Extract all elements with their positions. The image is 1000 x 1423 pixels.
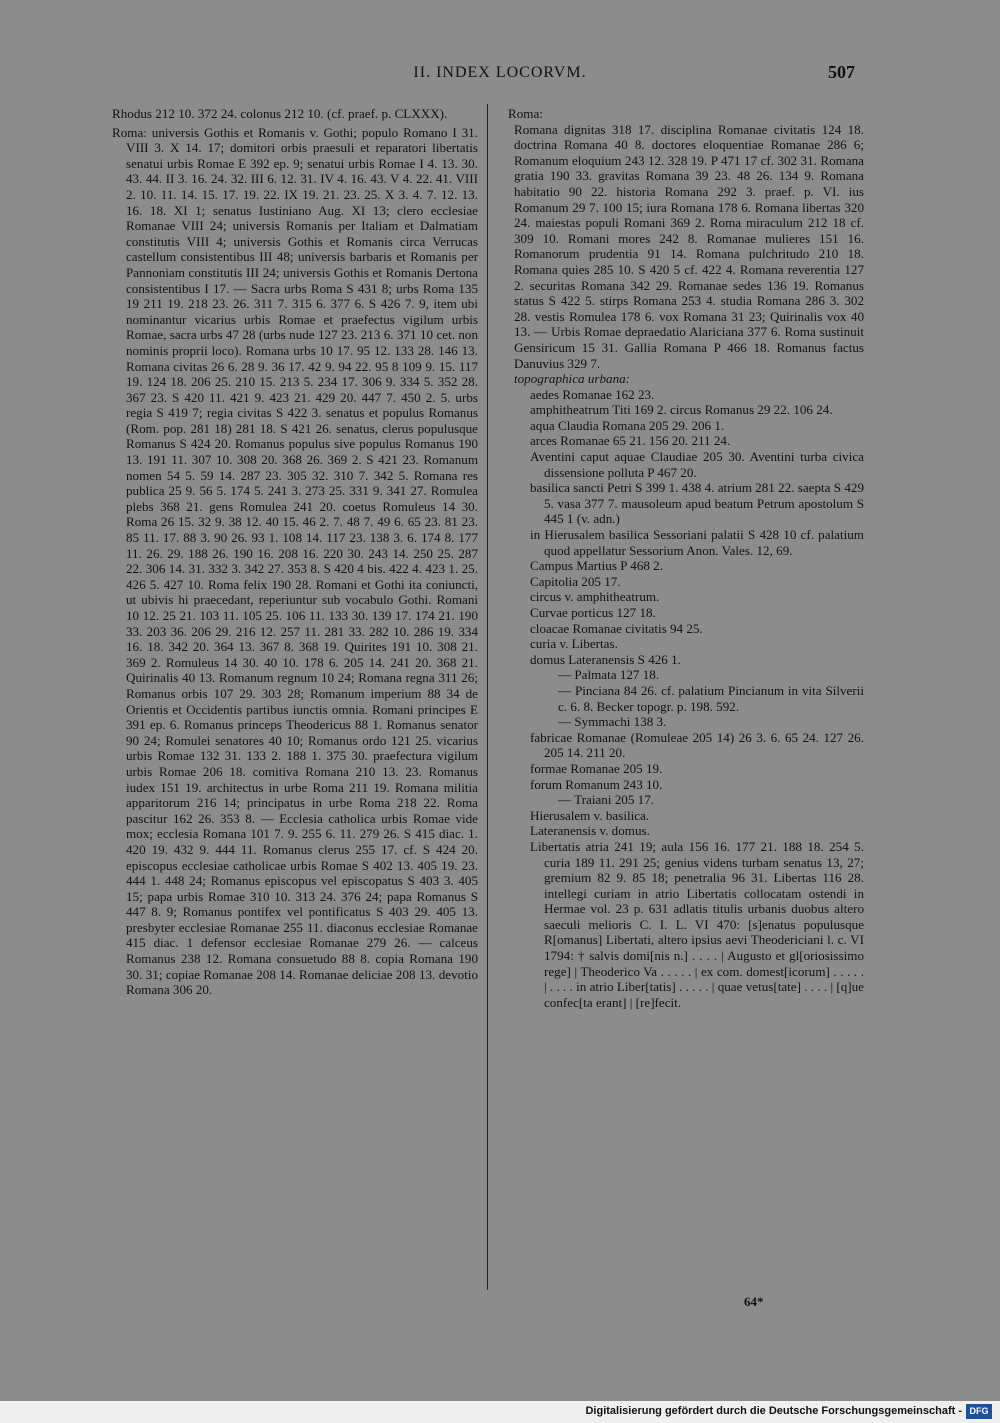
index-heading-roma: Roma: [508, 106, 543, 121]
right-column [508, 106, 864, 1010]
left-column [112, 106, 478, 998]
topo-entry: Lateranensis v. domus. [530, 823, 650, 839]
topo-entry: Aventini caput aquae Claudiae 205 30. Aventini turba civica dissensione polluta P 467 20. [530, 449, 864, 480]
running-header: II. INDEX LOCORVM. [413, 64, 587, 81]
topo-subentry: — Traiani 205 17. [558, 792, 655, 808]
index-entry-rhodus: Rhodus 212 10. 372 24. colonus 212 10. (cf. praef. p. CLXXX). [112, 106, 448, 121]
topo-entry: aedes Romanae 162 23. [530, 386, 655, 402]
topo-entry: arces Romanae 65 21. 156 20. 211 24. [530, 433, 731, 449]
topo-entry: formae Romanae 205 19. [530, 760, 663, 776]
digitization-footer [0, 1401, 1000, 1423]
dfg-logo-icon: DFG [966, 1404, 992, 1419]
topo-entry: amphitheatrum Titi 169 2. circus Romanus 29 22. 106 24. [530, 402, 833, 418]
index-entry-roma: Roma: universis Gothis et Romanis v. Gothi; populo Romano I 31. VIII 3. X 14. 17; domitori orbis praesuli et reparatori libertatis senatui urbis Romae E 392 ep. 9; senatui urbis Romae I 4. 13. 30. 43. 44. II 3. 16. 24. 32. III 6. 12. 31. IV 4. 16. 43. V 4. 22. 41. VIII 2. 10. 11. 14. 15. 17. 19. 22. IX 19. 21. 23. 25. X 3. 4. 7. 12. 13. 16. 18. XI 1; senatus Iustiniano Aug. XI 13; clero ecclesiae Romanae VIII 24; universis Romanis per Italiam et Dalmatiam constitutis VIII 4; universis Gothis et Romanis circa Verrucas castellum consistentibus III 48; universis barbaris et Romanis per Pannoniam constitutis III 24; universis Gothis et Romanis Dertona consistentibus I 17. — Sacra urbs Roma S 431 8; urbs Roma 135 19 211 19. 218 23. 26. 311 7. 315 6. 377 6. S 426 7. 9, item ubi nominantur vicarius urbis Romae et praefectus vigilum urbis Romae, sacra urbs 47 28 (urbs nude 127 23. 213 6. 371 10 cet. non nominis proprii loco). Romana urbs 10 17. 95 12. 133 28. 146 13. Romana civitas 26 6. 28 9. 36 17. 42 9. 94 22. 95 8 109 9. 15. 117 19. 124 18. 206 25. 210 15. 213 5. 234 17. 306 9. 334 5. 352 28. 367 23. S 420 11. 421 9. 423 21. 429 20. 447 7. 450 2. 5. urbs regia S 419 7; regia civitas S 422 3. senatus et populus Romanus (Rom. pop. 281 18) 281 18. S 421 26. senatus, clerus populusque Romanus S 424 20. Romanus populus sive populus Romanus 190 13. 191 11. 307 10. 308 20. 368 26. 369 2. S 421 23. Romanum nomen 54 5. 59 14. 287 23. 305 32. 310 7. 342 5. Romana res publica 25 9. 56 5. 174 5. 241 3. 273 25. 331 9. 341 27. Romulea plebs 368 21. gens Romulea 241 20. coetus Romuleus 14 30. Roma 26 15. 32 9. 38 12. 40 15. 46 2. 7. 48 7. 49 6. 65 23. 81 23. 85 11. 17. 88 3. 90 26. 93 1. 108 14. 117 23. 138 3. 6. 174 8. 177 11. 26. 29. 188 26. 190 16. 208 16. 220 30. 243 14. 250 25. 287 22. 306 14. 31. 332 3. 342 27. 353 8. S 420 4 bis. 422 4. 423 1. 25. 426 5. 427 10. Roma felix 190 28. Romani et Gothi ita coniuncti, ut ubivis hi praecedant, reperiuntur sub vocabulo Gothi. Romani 10 12. 25 21. 103 11. 105 25. 106 11. 133 30. 139 17. 174 21. 190 33. 203 36. 206 29. 216 12. 257 11. 281 33. 282 10. 286 19. 334 16. 18. 342 20. 364 13. 367 8. 368 19. Quirites 191 10. 308 21. 369 2. Romuleus 14 30. 40 10. 178 6. 205 14. 241 20. 368 21. Quirinalis 40 13. Romanum regnum 10 24; Romana regna 311 26; Romanus orbis 107 29. 303 28; Romanum imperium 88 34 de Orientis et Occidentis partibus iunctis omnia. Romani principes E 391 ep. 6. Romanus princeps Theodericus 88 1. Romanus senator 90 24; Romulei senatores 40 10; Romanus ordo 121 25. vicarius urbis Romae 132 31. 133 2. 188 1. 375 30. praefectura vigilum urbis Romae 206 18. comitiva Romana 210 13. 23. Romanus iudex 151 19. architectus in urbe Roma 211 19. Romana militia apparitorum 216 14; principatus in urbe Roma 218 22. Roma pascitur 162 26. 353 8. — Ecclesia catholica urbis Romae vide mox; ecclesia Romana 101 7. 9. 255 6. 11. 279 26. S 415 diac. 1. 420 19. 432 9. 444 11. Romanus clerus 255 17. cf. S 424 20. episcopus ecclesiae catholicae urbis Romae S 402 13. 405 19. 23. 444 1. 448 24; Romanus episcopus vel episcopatus S 403 3. 405 15; papa urbis Romae 310 10. 313 24. 376 24; papa Romanus S 447 8. 9; Romanus pontifex vel pontificatus S 403 29. 405 13. presbyter ecclesiae Romanae 255 11. diaconus ecclesiae Romanae 415 diac. 1 defensor ecclesiae Romanae 279 26. — calceus Romanus 238 12. Romana consuetudo 88 8. copia Romana 190 30. 31; copiae Romanae 208 14. Romanae deliciae 208 13. devotio Romana 306 20. [112, 124, 478, 998]
topo-subentry: — Symmachi 138 3. [558, 714, 667, 730]
topo-entry: in Hierusalem basilica Sessoriani palatii S 428 10 cf. palatium quod appellatur Sessorium Anon. Vales. 12, 69. [530, 527, 864, 558]
page-number: 507 [828, 62, 855, 82]
topo-entry: curia v. Libertas. [530, 636, 618, 652]
signature-mark: 64* [744, 1294, 764, 1309]
topo-subentry: — Pinciana 84 26. cf. palatium Pincianum in vita Silverii c. 6. 8. Becker topogr. p. 198. 592. [558, 682, 864, 714]
topo-entry: Curvae porticus 127 18. [530, 605, 656, 620]
index-entry-roma-cont: Romana dignitas 318 17. disciplina Romanae civitatis 124 18. doctrina Romana 40 8. doctores eloquentiae Romanae 286 6; Romanum eloquium 243 12. 328 19. P 471 17 cf. 302 31. Romana gratia 190 33. gravitas Romana 39 23. 48 26. 134 9. Romana habitatio 90 22. historia Romana 292 3. praef. p. VI. ius Romanum 29 7. 100 15; iura Romana 178 6. Romana libertas 320 24. maiestas populi Romani 369 2. Roma miraculum 212 18 cf. 309 10. Romani mores 242 8. Romanae mulieres 151 16. Romanorum prudentia 91 14. Romana pulchritudo 210 18. Romana quies 285 10. S 420 5 cf. 422 4. Romana reverentia 127 2. securitas Romana 342 29. Romanae sedes 136 19. Romanus status S 422 5. stirps Romana 253 4. studia Romana 286 3. 302 28. vestis Romulea 178 6. vox Romana 31 23; Quirinalis vox 40 13. — Urbis Romae depraedatio Alariciana 377 6. Roma sustinuit Gensiricum 15 31. Gallia Romana P 466 18. Romanus factus Danuvius 329 7. [514, 121, 864, 371]
topo-entry: fabricae Romanae (Romuleae 205 14) 26 3. 6. 65 24. 127 26. 205 14. 211 20. [530, 729, 864, 761]
topo-entry: domus Lateranensis S 426 1. [530, 651, 681, 667]
topo-entry: forum Romanum 243 10. [530, 776, 663, 792]
topo-entry: Campus Martius P 468 2. [530, 558, 664, 574]
topo-entry: Capitolia 205 17. [530, 573, 621, 589]
topo-entry: Libertatis atria 241 19; aula 156 16. 177 21. 188 18. 254 5. curia 189 11. 291 25; genius videns turbam senatus 13, 27; gremium 82 9. 85 18; penetralia 96 31. Libertas 116 28. intellegi curiam in atrio Libertatis collocatam ostendi in Hermae vol. 23 p. 631 adlatis titulis urbanis duobus altero saeculi melioris C. I. L. VI 470: [s]enatus populusque R[omanus] Libertati, altero ipsius aevi Theodericiani l. c. VI 1794: † salvis domi[nis n.] . . . . | Augusto et gl[oriosissimo rege] | Theoderico Va . . . . . | ex com. domest[icorum] . . . . . | . . . . in atrio Liber[tatis] . . . . . | quae vetus[tate] . . . . | [q]ue confec[ta erant] | [re]fecit. [530, 838, 864, 1010]
footer-credit: Digitalisierung gefördert durch die Deutsche Forschungsgemeinschaft - [585, 1405, 962, 1417]
topographica-heading: topographica urbana: [514, 371, 631, 387]
topo-entry: Hierusalem v. basilica. [530, 807, 650, 823]
topo-entry: cloacae Romanae civitatis 94 25. [530, 620, 703, 636]
topo-entry: aqua Claudia Romana 205 29. 206 1. [530, 417, 725, 433]
topo-subentry: — Palmata 127 18. [558, 667, 660, 683]
topo-entry: circus v. amphitheatrum. [530, 589, 660, 605]
column-divider [487, 104, 488, 1290]
topo-entry: basilica sancti Petri S 399 1. 438 4. atrium 281 22. saepta S 429 5. vasa 377 7. mausoleum apud beatum Petrum apostolum S 445 1 (v. adn.) [530, 480, 864, 527]
